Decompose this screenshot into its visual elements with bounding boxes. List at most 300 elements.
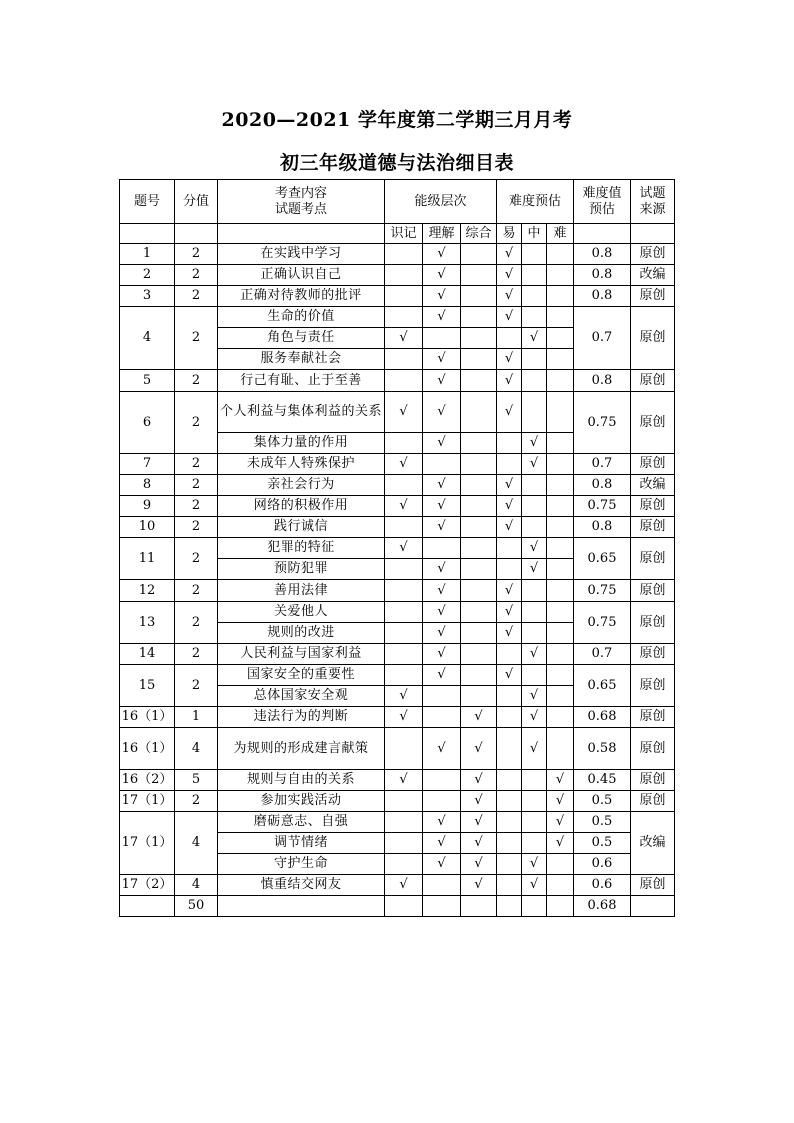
table-row bbox=[120, 875, 675, 896]
easy-check bbox=[497, 833, 522, 854]
table-row bbox=[120, 791, 675, 812]
header-content bbox=[218, 180, 385, 224]
table-row bbox=[120, 770, 675, 791]
recall-check bbox=[385, 517, 423, 538]
source-cell: 原创 bbox=[631, 496, 675, 517]
understand-check: √ bbox=[423, 392, 461, 433]
recall-check bbox=[385, 244, 423, 265]
score-cell: 4 bbox=[175, 812, 218, 875]
recall-check bbox=[385, 644, 423, 665]
hard-check bbox=[547, 307, 574, 328]
question-number: 14 bbox=[120, 644, 175, 665]
question-number: 5 bbox=[120, 370, 175, 392]
question-number: 15 bbox=[120, 665, 175, 707]
mid-check bbox=[522, 517, 547, 538]
synth-check: √ bbox=[461, 707, 497, 728]
score-cell: 2 bbox=[175, 538, 218, 580]
synth-check bbox=[461, 665, 497, 686]
synth-check bbox=[461, 623, 497, 644]
difficulty-value: 0.5 bbox=[574, 791, 631, 812]
mid-check bbox=[522, 349, 547, 370]
synth-check: √ bbox=[461, 854, 497, 875]
score-cell: 4 bbox=[175, 728, 218, 770]
question-number: 17（2） bbox=[120, 875, 175, 896]
question-number: 16（1） bbox=[120, 707, 175, 728]
easy-check: √ bbox=[497, 580, 522, 602]
hard-check bbox=[547, 665, 574, 686]
easy-check bbox=[497, 644, 522, 665]
mid-check: √ bbox=[522, 875, 547, 896]
synth-check bbox=[461, 454, 497, 475]
easy-check: √ bbox=[497, 496, 522, 517]
hard-check bbox=[547, 433, 574, 454]
table-row bbox=[120, 665, 675, 686]
content-cell: 总体国家安全观 bbox=[218, 686, 385, 707]
difficulty-value: 0.75 bbox=[574, 496, 631, 517]
hard-check bbox=[547, 728, 574, 770]
hard-check bbox=[547, 496, 574, 517]
synth-check bbox=[461, 286, 497, 307]
recall-check bbox=[385, 665, 423, 686]
recall-check: √ bbox=[385, 707, 423, 728]
mid-check bbox=[522, 244, 547, 265]
source-cell: 原创 bbox=[631, 875, 675, 896]
table-row bbox=[120, 538, 675, 559]
source-cell: 原创 bbox=[631, 286, 675, 307]
understand-check: √ bbox=[423, 644, 461, 665]
table-row bbox=[120, 392, 675, 433]
source-cell: 改编 bbox=[631, 475, 675, 496]
hard-check bbox=[547, 328, 574, 349]
question-number: 1 bbox=[120, 244, 175, 265]
understand-check bbox=[423, 454, 461, 475]
score-cell: 2 bbox=[175, 265, 218, 286]
content-cell: 行己有耻、止于至善 bbox=[218, 370, 385, 392]
mid-check bbox=[522, 286, 547, 307]
content-cell: 个人利益与集体利益的关系 bbox=[218, 392, 385, 433]
score-cell: 2 bbox=[175, 475, 218, 496]
source-cell: 原创 bbox=[631, 644, 675, 665]
table-row bbox=[120, 454, 675, 475]
difficulty-value: 0.68 bbox=[574, 707, 631, 728]
source-cell: 原创 bbox=[631, 370, 675, 392]
content-cell: 人民利益与国家利益 bbox=[218, 644, 385, 665]
difficulty-value: 0.58 bbox=[574, 728, 631, 770]
table-row bbox=[120, 812, 675, 833]
hard-check bbox=[547, 265, 574, 286]
understand-check: √ bbox=[423, 244, 461, 265]
difficulty-value: 0.45 bbox=[574, 770, 631, 791]
total-blank bbox=[497, 896, 522, 917]
recall-check bbox=[385, 580, 423, 602]
easy-check bbox=[497, 812, 522, 833]
understand-check: √ bbox=[423, 349, 461, 370]
synth-check bbox=[461, 349, 497, 370]
difficulty-value: 0.75 bbox=[574, 580, 631, 602]
mid-check bbox=[522, 580, 547, 602]
total-blank bbox=[120, 896, 175, 917]
synth-check bbox=[461, 433, 497, 454]
mid-check bbox=[522, 265, 547, 286]
difficulty-value: 0.5 bbox=[574, 812, 631, 833]
mid-check bbox=[522, 602, 547, 623]
content-cell: 正确对待教师的批评 bbox=[218, 286, 385, 307]
synth-check: √ bbox=[461, 770, 497, 791]
understand-check: √ bbox=[423, 475, 461, 496]
recall-check bbox=[385, 559, 423, 580]
total-blank bbox=[423, 896, 461, 917]
source-cell: 原创 bbox=[631, 770, 675, 791]
table-row bbox=[120, 496, 675, 517]
easy-check bbox=[497, 433, 522, 454]
score-cell: 2 bbox=[175, 496, 218, 517]
hard-check bbox=[547, 538, 574, 559]
table-row bbox=[120, 307, 675, 328]
source-cell: 原创 bbox=[631, 580, 675, 602]
understand-check: √ bbox=[423, 559, 461, 580]
easy-check bbox=[497, 791, 522, 812]
score-cell: 2 bbox=[175, 286, 218, 307]
understand-check: √ bbox=[423, 307, 461, 328]
recall-check bbox=[385, 349, 423, 370]
difficulty-value: 0.75 bbox=[574, 392, 631, 454]
synth-check bbox=[461, 475, 497, 496]
score-cell: 1 bbox=[175, 707, 218, 728]
easy-check bbox=[497, 728, 522, 770]
source-cell: 改编 bbox=[631, 812, 675, 875]
document-subtitle: 初三年级道德与法治细目表 bbox=[279, 152, 514, 174]
header-diff-value bbox=[574, 180, 631, 224]
easy-check bbox=[497, 707, 522, 728]
understand-check: √ bbox=[423, 728, 461, 770]
recall-check: √ bbox=[385, 770, 423, 791]
easy-check: √ bbox=[497, 623, 522, 644]
synth-check: √ bbox=[461, 833, 497, 854]
mid-check: √ bbox=[522, 686, 547, 707]
understand-check: √ bbox=[423, 812, 461, 833]
content-cell: 网络的积极作用 bbox=[218, 496, 385, 517]
hard-check bbox=[547, 644, 574, 665]
easy-check: √ bbox=[497, 349, 522, 370]
mid-check: √ bbox=[522, 854, 547, 875]
score-cell: 2 bbox=[175, 370, 218, 392]
content-cell: 角色与责任 bbox=[218, 328, 385, 349]
hard-check bbox=[547, 244, 574, 265]
header-row bbox=[120, 180, 675, 224]
hard-check bbox=[547, 686, 574, 707]
understand-check bbox=[423, 875, 461, 896]
hard-check: √ bbox=[547, 833, 574, 854]
header-difficulty: 难度预估 bbox=[497, 180, 574, 224]
understand-check: √ bbox=[423, 370, 461, 392]
header-diffval-line1: 难度值 bbox=[582, 185, 622, 201]
recall-check bbox=[385, 370, 423, 392]
difficulty-value: 0.8 bbox=[574, 475, 631, 496]
total-difficulty: 0.68 bbox=[574, 896, 631, 917]
content-cell: 服务奉献社会 bbox=[218, 349, 385, 370]
recall-check: √ bbox=[385, 392, 423, 433]
easy-check bbox=[497, 854, 522, 875]
recall-check bbox=[385, 623, 423, 644]
easy-check: √ bbox=[497, 602, 522, 623]
hard-check bbox=[547, 517, 574, 538]
source-cell: 原创 bbox=[631, 791, 675, 812]
subheader-blank bbox=[574, 224, 631, 244]
recall-check bbox=[385, 602, 423, 623]
content-cell: 在实践中学习 bbox=[218, 244, 385, 265]
table-row bbox=[120, 644, 675, 665]
question-number: 16（1） bbox=[120, 728, 175, 770]
mid-check bbox=[522, 307, 547, 328]
easy-check: √ bbox=[497, 392, 522, 433]
source-cell: 原创 bbox=[631, 307, 675, 370]
synth-check: √ bbox=[461, 875, 497, 896]
synth-check bbox=[461, 496, 497, 517]
understand-check: √ bbox=[423, 854, 461, 875]
content-cell: 守护生命 bbox=[218, 854, 385, 875]
source-cell: 原创 bbox=[631, 602, 675, 644]
score-cell: 2 bbox=[175, 517, 218, 538]
question-number: 7 bbox=[120, 454, 175, 475]
mid-check bbox=[522, 833, 547, 854]
subheader-understand: 理解 bbox=[423, 224, 461, 244]
hard-check bbox=[547, 349, 574, 370]
difficulty-value: 0.6 bbox=[574, 854, 631, 875]
understand-check: √ bbox=[423, 265, 461, 286]
score-cell: 5 bbox=[175, 770, 218, 791]
recall-check: √ bbox=[385, 454, 423, 475]
recall-check bbox=[385, 812, 423, 833]
table-row bbox=[120, 580, 675, 602]
hard-check bbox=[547, 286, 574, 307]
source-cell: 原创 bbox=[631, 538, 675, 580]
question-number: 6 bbox=[120, 392, 175, 454]
mid-check: √ bbox=[522, 559, 547, 580]
content-cell: 国家安全的重要性 bbox=[218, 665, 385, 686]
difficulty-value: 0.5 bbox=[574, 833, 631, 854]
difficulty-value: 0.6 bbox=[574, 875, 631, 896]
recall-check bbox=[385, 854, 423, 875]
source-cell: 原创 bbox=[631, 244, 675, 265]
subheader-synth: 综合 bbox=[461, 224, 497, 244]
content-cell: 磨砺意志、自强 bbox=[218, 812, 385, 833]
mid-check: √ bbox=[522, 454, 547, 475]
understand-check: √ bbox=[423, 286, 461, 307]
mid-check bbox=[522, 496, 547, 517]
subheader-mid: 中 bbox=[522, 224, 547, 244]
table-row bbox=[120, 517, 675, 538]
difficulty-value: 0.8 bbox=[574, 244, 631, 265]
source-cell: 原创 bbox=[631, 517, 675, 538]
mid-check bbox=[522, 475, 547, 496]
total-row bbox=[120, 896, 675, 917]
difficulty-value: 0.7 bbox=[574, 644, 631, 665]
recall-check bbox=[385, 433, 423, 454]
hard-check bbox=[547, 623, 574, 644]
mid-check: √ bbox=[522, 328, 547, 349]
table-row bbox=[120, 602, 675, 623]
source-cell: 原创 bbox=[631, 392, 675, 454]
header-content-line1: 考查内容 bbox=[274, 185, 327, 201]
recall-check bbox=[385, 307, 423, 328]
synth-check bbox=[461, 265, 497, 286]
hard-check: √ bbox=[547, 791, 574, 812]
table-row bbox=[120, 728, 675, 770]
easy-check bbox=[497, 454, 522, 475]
synth-check bbox=[461, 538, 497, 559]
recall-check bbox=[385, 475, 423, 496]
understand-check: √ bbox=[423, 496, 461, 517]
hard-check: √ bbox=[547, 770, 574, 791]
understand-check bbox=[423, 707, 461, 728]
mid-check: √ bbox=[522, 728, 547, 770]
header-source-line1: 试题 bbox=[639, 185, 666, 201]
difficulty-value: 0.8 bbox=[574, 286, 631, 307]
subheader-blank bbox=[120, 224, 175, 244]
recall-check bbox=[385, 728, 423, 770]
mid-check bbox=[522, 623, 547, 644]
understand-check: √ bbox=[423, 517, 461, 538]
hard-check: √ bbox=[547, 812, 574, 833]
easy-check bbox=[497, 686, 522, 707]
content-cell: 慎重结交网友 bbox=[218, 875, 385, 896]
synth-check bbox=[461, 644, 497, 665]
content-cell: 参加实践活动 bbox=[218, 791, 385, 812]
easy-check: √ bbox=[497, 244, 522, 265]
total-blank bbox=[547, 896, 574, 917]
mid-check bbox=[522, 665, 547, 686]
understand-check bbox=[423, 328, 461, 349]
question-number: 3 bbox=[120, 286, 175, 307]
content-cell: 为规则的形成建言献策 bbox=[218, 728, 385, 770]
question-number: 9 bbox=[120, 496, 175, 517]
difficulty-value: 0.8 bbox=[574, 370, 631, 392]
hard-check bbox=[547, 454, 574, 475]
content-cell: 善用法律 bbox=[218, 580, 385, 602]
header-content-line2: 试题考点 bbox=[274, 201, 327, 217]
recall-check bbox=[385, 265, 423, 286]
content-cell: 违法行为的判断 bbox=[218, 707, 385, 728]
subheader-recall: 识记 bbox=[385, 224, 423, 244]
header-diffval-line2: 预估 bbox=[588, 201, 615, 217]
question-number: 10 bbox=[120, 517, 175, 538]
subheader-hard: 难 bbox=[547, 224, 574, 244]
easy-check: √ bbox=[497, 265, 522, 286]
source-cell: 原创 bbox=[631, 707, 675, 728]
synth-check: √ bbox=[461, 812, 497, 833]
synth-check bbox=[461, 686, 497, 707]
synth-check: √ bbox=[461, 728, 497, 770]
mid-check bbox=[522, 770, 547, 791]
score-cell: 2 bbox=[175, 791, 218, 812]
mid-check bbox=[522, 791, 547, 812]
recall-check: √ bbox=[385, 328, 423, 349]
source-cell: 原创 bbox=[631, 728, 675, 770]
subheader-easy: 易 bbox=[497, 224, 522, 244]
mid-check: √ bbox=[522, 538, 547, 559]
recall-check: √ bbox=[385, 875, 423, 896]
total-blank bbox=[218, 896, 385, 917]
content-cell: 正确认识自己 bbox=[218, 265, 385, 286]
easy-check bbox=[497, 328, 522, 349]
recall-check bbox=[385, 791, 423, 812]
table-row bbox=[120, 286, 675, 307]
synth-check: √ bbox=[461, 791, 497, 812]
understand-check bbox=[423, 538, 461, 559]
understand-check bbox=[423, 686, 461, 707]
subheader-row bbox=[120, 224, 675, 244]
score-cell: 4 bbox=[175, 875, 218, 896]
content-cell: 犯罪的特征 bbox=[218, 538, 385, 559]
synth-check bbox=[461, 517, 497, 538]
understand-check bbox=[423, 791, 461, 812]
table-row bbox=[120, 265, 675, 286]
mid-check: √ bbox=[522, 707, 547, 728]
mid-check bbox=[522, 812, 547, 833]
source-cell: 改编 bbox=[631, 265, 675, 286]
hard-check bbox=[547, 559, 574, 580]
subheader-blank bbox=[631, 224, 675, 244]
question-number: 2 bbox=[120, 265, 175, 286]
header-num: 题号 bbox=[120, 180, 175, 224]
synth-check bbox=[461, 392, 497, 433]
hard-check bbox=[547, 854, 574, 875]
difficulty-value: 0.7 bbox=[574, 307, 631, 370]
score-cell: 2 bbox=[175, 580, 218, 602]
content-cell: 关爱他人 bbox=[218, 602, 385, 623]
understand-check bbox=[423, 770, 461, 791]
table-body bbox=[120, 180, 675, 917]
score-cell: 2 bbox=[175, 244, 218, 265]
understand-check: √ bbox=[423, 433, 461, 454]
total-blank bbox=[385, 896, 423, 917]
recall-check bbox=[385, 833, 423, 854]
hard-check bbox=[547, 875, 574, 896]
total-blank bbox=[522, 896, 547, 917]
mid-check: √ bbox=[522, 644, 547, 665]
content-cell: 调节情绪 bbox=[218, 833, 385, 854]
content-cell: 未成年人特殊保护 bbox=[218, 454, 385, 475]
header-source-line2: 来源 bbox=[639, 201, 666, 217]
easy-check bbox=[497, 770, 522, 791]
synth-check bbox=[461, 602, 497, 623]
hard-check bbox=[547, 580, 574, 602]
table-row bbox=[120, 244, 675, 265]
header-level: 能级层次 bbox=[385, 180, 497, 224]
table-row bbox=[120, 370, 675, 392]
score-cell: 2 bbox=[175, 454, 218, 475]
difficulty-value: 0.65 bbox=[574, 538, 631, 580]
question-number: 13 bbox=[120, 602, 175, 644]
source-cell: 原创 bbox=[631, 665, 675, 707]
content-cell: 亲社会行为 bbox=[218, 475, 385, 496]
synth-check bbox=[461, 244, 497, 265]
hard-check bbox=[547, 475, 574, 496]
recall-check: √ bbox=[385, 686, 423, 707]
spec-table bbox=[119, 179, 675, 917]
easy-check: √ bbox=[497, 517, 522, 538]
question-number: 16（2） bbox=[120, 770, 175, 791]
synth-check bbox=[461, 370, 497, 392]
header-score: 分值 bbox=[175, 180, 218, 224]
mid-check: √ bbox=[522, 433, 547, 454]
easy-check: √ bbox=[497, 665, 522, 686]
difficulty-value: 0.8 bbox=[574, 265, 631, 286]
score-cell: 2 bbox=[175, 644, 218, 665]
difficulty-value: 0.8 bbox=[574, 517, 631, 538]
understand-check: √ bbox=[423, 665, 461, 686]
easy-check: √ bbox=[497, 475, 522, 496]
